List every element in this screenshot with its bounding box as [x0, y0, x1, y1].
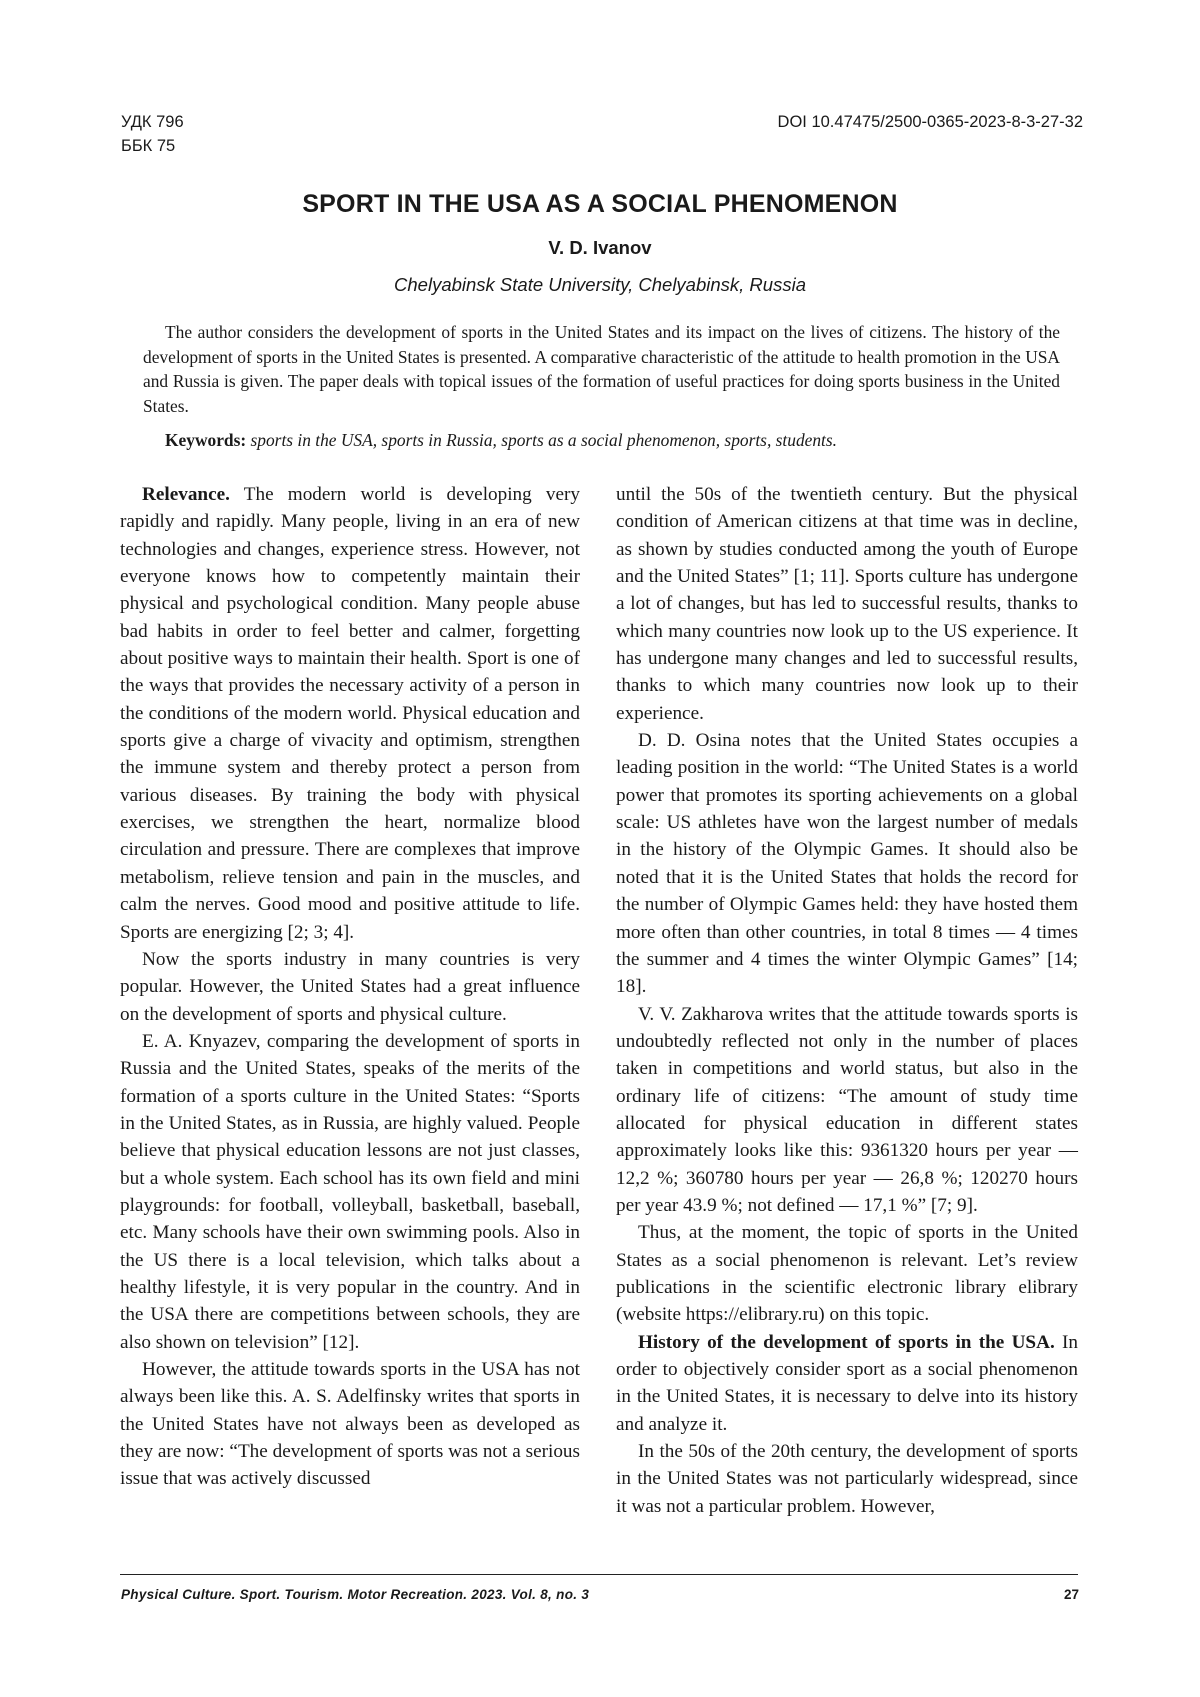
- bbk-code: ББК 75: [121, 137, 176, 155]
- keywords-text: sports in the USA, sports in Russia, sports as a social phenomenon, sports, students.: [250, 430, 837, 450]
- paragraph-relevance: [120, 481, 580, 946]
- keywords: [143, 428, 1060, 452]
- paragraph: V. V. Zakharova writes that the attitude towards sports is undoubtedly reflected not only in the number of places taken in competitions and world status, but also in the ordinary life of citizens: “The amount of study time allocated for physical education in different states approximately looks like this: 9361320 hours per year — 12,2 %; 360780 hours per year — 26,8 %; 120270 hours per year 43.9 %; not defined — 17,1 %” [7; 9].: [616, 1003, 1078, 1216]
- udk-code: УДК 796: [121, 113, 184, 131]
- paragraph: D. D. Osina notes that the United States occupies a leading position in the world: “The United States is a world power that promotes its sporting achievements on a global scale: US athletes have won the largest number of medals in the history of the Olympic Games. It should also be noted that it is the United States that holds the record for the number of Olympic Games held: they have hosted them more often than other countries, in total 8 times — 4 times the summer and 4 times the winter Olympic Games” [14; 18].: [616, 730, 1078, 998]
- paragraph: However, the attitude towards sports in the USA has not always been like this. A. S. Adelfinsky writes that sports in the United States have not always been as developed as they are now: “The development of sports was not a serious issue that was actively discussed: [120, 1359, 580, 1490]
- paragraph: In the 50s of the 20th century, the development of sports in the United States was not particularly widespread, since it was not a particular problem. However,: [616, 1441, 1078, 1517]
- keywords-label: Keywords:: [165, 430, 247, 450]
- author-affiliation: Chelyabinsk State University, Chelyabinsk, Russia: [394, 274, 806, 295]
- paragraph: Thus, at the moment, the topic of sports in the United States as a social phenomenon is relevant. Let’s review publications in the scientific electronic library elibrary (website https://elibrary.ru) on this topic.: [616, 1222, 1078, 1326]
- paragraph: Now the sports industry in many countries is very popular. However, the United States had a great influence on the development of sports and physical culture.: [120, 948, 580, 1025]
- page-number: 27: [1063, 1587, 1079, 1602]
- classification-codes: [121, 110, 184, 158]
- body-column-right: [616, 481, 1078, 1520]
- abstract: The author considers the development of sports in the United States and its impact on the lives of citizens. The history of the development of sports in the United States is presented. A comparative characteristic of the attitude to health promotion in the USA and Russia is given. The paper deals with topical issues of the formation of useful practices for doing sports business in the United States.: [143, 322, 1060, 416]
- paragraph: until the 50s of the twentieth century. But the physical condition of American citizens at that time was in decline, as shown by studies conducted among the youth of Europe and the United States” [1; 11]. Sports culture has undergone a lot of changes, but has led to successful results, thanks to which many countries now look up to the US experience. It has undergone many changes and led to successful results, thanks to which many countries now look up to their experience.: [616, 484, 1078, 724]
- section-heading-history: History of the development of sports in the USA.: [638, 1331, 1055, 1353]
- paragraph: E. A. Knyazev, comparing the development of sports in Russia and the United States, speaks of the merits of the formation of a sports culture in the United States: “Sports in the United States, as in Russia, are highly valued. People believe that physical education lessons are not just classes, but a whole system. Each school has its own field and mini playgrounds: for football, volleyball, basketball, baseball, etc. Many schools have their own swimming pools. Also in the US there is a local television, which talks about a healthy lifestyle, it is very popular in the country. And in the USA there are competitions between schools, they are also shown on television” [12].: [120, 1030, 580, 1353]
- author-name: V. D. Ivanov: [548, 237, 652, 258]
- journal-citation: Physical Culture. Sport. Tourism. Motor Recreation. 2023. Vol. 8, no. 3: [121, 1587, 590, 1602]
- paragraph-text: The modern world is developing very rapidly and rapidly. Many people, living in an era of new technologies and changes, experience stress. However, not everyone knows how to competently maintain their physical and psychological condition. Many people abuse bad habits in order to feel better and calmer, forgetting about positive ways to maintain their health. Sport is one of the ways that provides the necessary activity of a person in the conditions of the modern world. Physical education and sports give a charge of vivacity and optimism, strengthen the immune system and thereby protect a person from various diseases. By training the body with physical exercises, we strengthen the heart, normalize blood circulation and pressure. There are complexes that improve metabolism, relieve tension and pain in the muscles, and calm the nerves. Good mood and positive attitude to life. Sports are energizing [2; 3; 4].: [120, 484, 581, 943]
- doi-link[interactable]: DOI 10.47475/2500-0365-2023-8-3-27-32: [777, 113, 1083, 131]
- article-title: SPORT IN THE USA AS A SOCIAL PHENOMENON: [302, 190, 898, 218]
- footer-rule: [120, 1574, 1078, 1575]
- section-heading-relevance: Relevance.: [142, 484, 230, 505]
- paragraph-text: In order to objectively consider sport as a social phenomenon in the United States, it is necessary to delve into its history and analyze it.: [616, 1331, 1078, 1435]
- body-column-left: [120, 481, 580, 1493]
- paragraph-history: [616, 1329, 1078, 1438]
